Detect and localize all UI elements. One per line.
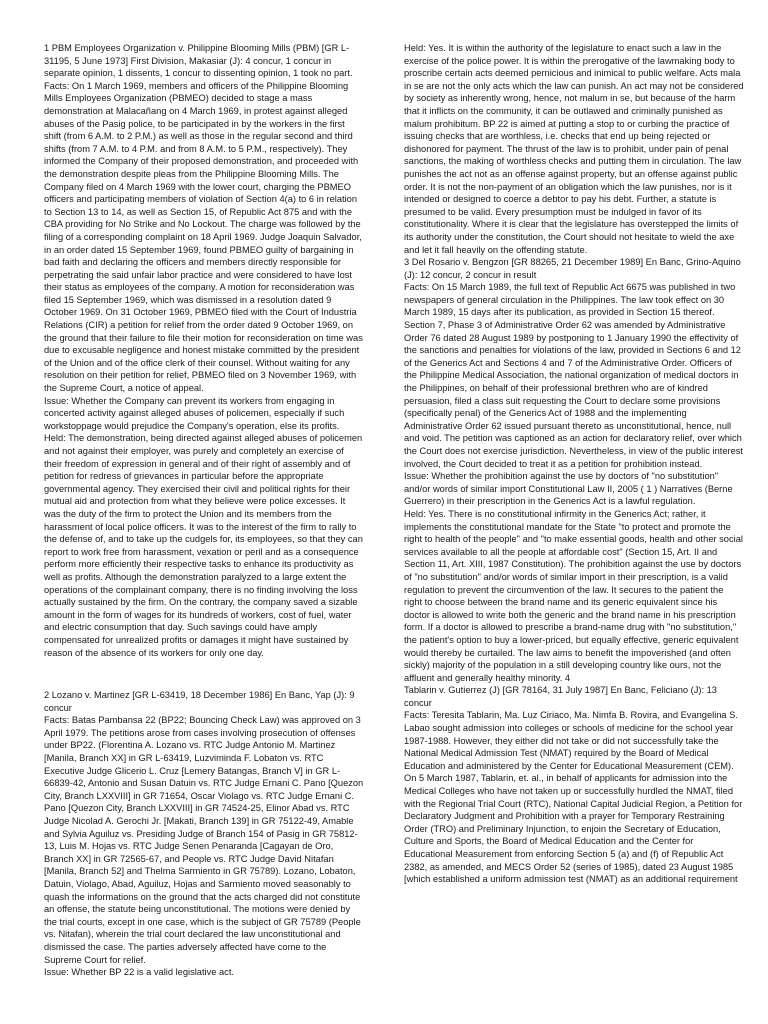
case-2-facts: Facts: Batas Pambansa 22 (BP22; Bouncing Check Law) was approved on 3 April 1979. The petitions arose from cases involving prosecution of offenses under BP22. (Florentina A. Lozano vs. RTC Judge Antonio M. Martinez [Manila, Branch XX] in GR L-63419, Luzviminda F. Lobaton vs. RTC Executive Judge Glicerio L. Cruz [Lemery Batangas, Branch V] in GR L-66839-42, Antonio and Susan Datuin vs. RTC Judge Ernani C. Pano [Quezon City, Branch LXXVIII] in GR 71654, Oscar Violago vs. RTC Judge Ernani C. Pano [Quezon City, Branch LXXVIII] in GR 74524-25, Elinor Abad vs. RTC Judge Nicolad A. Gerochi Jr. [Makati, Branch 139] in GR 75122-49, Amable and Sylvia Aguiluz vs. Presiding Judge of Branch 154 of Pasig in GR 75812-13, Luis M. Hojas vs. RTC Judge Senen Penaranda [Cagayan de Oro, Branch XX] in GR 72565-67, and People vs. RTC Judge David Nitafan [Manila, Branch 52] and Thelma Sarmiento in GR 75789). Lozano, Lobaton, Datuin, Violago, Abad, Aguiluz, Hojas and Sarmiento moved seasonably to quash the informations on the ground that the acts charged did not constitute an offense, the statute being unconstitutional. The motions were denied by the trial courts, except in one case, which is the subject of GR 75789 (People vs. Nitafan), wherein the trial court declared the law unconstitutional and dismissed the case. The parties adversely affected have come to the Supreme Court for relief. <box>44 715 364 965</box>
case-2-heading: 2 Lozano v. Martinez [GR L-63419, 18 December 1986] En Banc, Yap (J): 9 concur <box>44 690 355 713</box>
left-column <box>44 42 364 979</box>
case-4-heading: Tablarin v. Gutierrez (J) [GR 78164, 31 July 1987] En Banc, Feliciano (J): 13 concur <box>404 685 717 708</box>
case-1-heading: 1 PBM Employees Organization v. Philippine Blooming Mills (PBM) [GR L-31195, 5 June 1973] First Division, Makasiar (J): 4 concur, 1 concur in separate opinion, 1 dissents, 1 concur to dissenting opinion, 1 took no part. <box>44 43 353 79</box>
case-4-facts: Facts: Teresita Tablarin, Ma. Luz Ciriaco, Ma. Nimfa B. Rovira, and Evangelina S. Labao sought admission into colleges or schools of medicine for the school year 1987-1988. However, they either did not take or did not successfully take the National Medical Admission Test (NMAT) required by the Board of Medical Education and administered by the Center for Educational Measurement (CEM). On 5 March 1987, Tablarin, et. al., in behalf of applicants for admission into the Medical Colleges who have not taken up or successfully hurdled the NMAT, filed with the Regional Trial Court (RTC), National Capital Judicial Region, a Petition for Declaratory Judgment and Prohibition with a prayer for Temporary Restraining Order (TRO) and Preliminary Injunction, to enjoin the Secretary of Education, Culture and Sports, the Board of Medical Education and the Center for Educational Measurement from enforcing Section 5 (a) and (f) of Republic Act 2382, as amended, and MECS Order 52 (series of 1985), dated 23 August 1985 [which established a uniform admission test (NMAT) as an additional requirement <box>404 710 743 885</box>
case-3-held: Held: Yes. There is no constitutional infirmity in the Generics Act; rather, it implements the constitutional mandate for the State "to protect and promote the right to health of the people" and "to make essential goods, health and other social services available to all the people at affordable cost" (Section 15, Art. II and Section 11, Art. XIII, 1987 Constitution). The prohibition against the use by doctors of "no substitution" and/or words of similar import in their prescription, is a valid regulation to prevent the circumvention of the law. It secures to the patient the right to choose between the brand name and its generic equivalent since his doctor is allowed to write both the generic and the brand name in his prescription form. If a doctor is allowed to prescribe a brand-name drug with "no substitution," the patient's option to buy a lower-priced, but equally effective, generic equivalent would thereby be curtailed. The law aims to benefit the impoverished (and often sickly) majority of the population in a still developing country like ours, not the affluent and generally healthy minority. 4 <box>404 508 743 683</box>
case-2-held: Held: Yes. It is within the authority of the legislature to enact such a law in the exercise of the police power. It is within the prerogative of the lawmaking body to proscribe certain acts deemed pernicious and inimical to public welfare. Acts mala in se are not the only acts which the law can punish. An act may not be considered by society as inherently wrong, hence, not malum in se, but because of the harm that it inflicts on the community, it can be outlawed and criminally punished as malum prohibitum. BP 22 is aimed at putting a stop to or curbing the practice of issuing checks that are worthless, i.e. checks that end up being rejected or dishonored for payment. The thrust of the law is to prohibit, under pain of penal sanctions, the making of worthless checks and putting them in circulation. The law punishes the act not as an offense against property, but an offense against public order. It is not the non-payment of an obligation which the law punishes, nor is it intended or designed to coerce a debtor to pay his debt. Further, a statute is presumed to be valid. Every presumption must be indulged in favor of its constitutionality. Where it is clear that the legislature has overstepped the limits of its authority under the constitution, the Court should not hesitate to wield the axe and let it fall heavily on the offending statute. <box>404 43 744 255</box>
case-3-heading: 3 Del Rosario v. Bengzon [GR 88265, 21 December 1989] En Banc, Grino-Aquino (J): 12 concur, 2 concur in result <box>404 257 741 280</box>
case-1-held: Held: The demonstration, being directed against alleged abuses of policemen and not against their employer, was purely and completely an exercise of their freedom of expression in general and of their right of assembly and of petition for redress of grievances in particular before the appropriate governmental agency. They exercised their civil and political rights for their mutual aid and protection from what they believe were police excesses. It was the duty of the firm to protect the Union and its members from the harassment of local police officers. It was to the interest of the firm to rally to the defense of, and to take up the cudgels for, its employees, so that they can report to work free from harassment, vexation or peril and as a consequence perform more efficiently their respective tasks to enhance its productivity as well as profits. Although the demonstration paralyzed to a large extent the operations of the complainant company, there is no finding involving the loss actually sustained by the firm. On the contrary, the company saved a sizable amount in the form of wages for its hundreds of workers, cost of fuel, water and electric consumption that day. Such savings could have amply compensated for unrealized profits or damages it might have sustained by reason of the absence of its workers for only one day. <box>44 433 363 658</box>
case-2-issue: Issue: Whether BP 22 is a valid legislative act. <box>44 967 234 978</box>
case-3-issue: Issue: Whether the prohibition against the use by doctors of "no substitution" and/or words of similar import Constitutional Law II, 2005 ( 1 ) Narratives (Berne Guerrero) in their prescription in the Generics Act is a lawful regulation. <box>404 471 733 507</box>
case-3-facts: Facts: On 15 March 1989, the full text of Republic Act 6675 was published in two newspapers of general circulation in the Philippines. The law took effect on 30 March 1989, 15 days after its publication, as provided in Section 15 thereof. Section 7, Phase 3 of Administrative Order 62 was amended by Administrative Order 76 dated 28 August 1989 by postponing to 1 January 1990 the effectivity of the sanctions and penalties for violations of the law, provided in Sections 6 and 12 of the Generics Act and Sections 4 and 7 of the Administrative Order. Officers of the Philippine Medical Association, the national organization of medical doctors in the Philippines, on behalf of their professional brethren who are of kindred persuasion, filed a class suit requesting the Court to declare some provisions (specifically penal) of the Generics Act of 1988 and the implementing Administrative Order 62 issued pursuant thereto as unconstitutional, hence, null and void. The petition was captioned as an action for declaratory relief, over which the Court does not exercise jurisdiction. Nevertheless, in view of the public interest involved, the Court decided to treat it as a petition for prohibition instead. <box>404 282 743 469</box>
case-1-facts: Facts: On 1 March 1969, members and officers of the Philippine Blooming Mills Employees Organization (PBMEO) decided to stage a mass demonstration at Malacañang on 4 March 1969, in protest against alleged abuses of the Pasig police, to be participated in by the workers in the first shift (from 6 A.M. to 2 P.M.) as well as those in the regular second and third shifts (from 7 A.M. to 4 P.M. and from 8 A.M. to 5 P.M., respectively). They informed the Company of their proposed demonstration, and proceeded with the demonstration despite pleas from the Philippine Blooming Mills. The Company filed on 4 March 1969 with the lower court, charging the PBMEO officers and participating members of violation of Section 4(a) to 6 in relation to Section 13 to 14, as well as Section 15, of Republic Act 875 and with the CBA providing for No Strike and No Lockout. The charge was followed by the filing of a corresponding complaint on 18 April 1969. Judge Joaquin Salvador, in an order dated 15 September 1969, found PBMEO guilty of bargaining in bad faith and declaring the officers and members directly responsible for perpetrating the said unfair labor practice and were considered to have lost their status as employees of the company. A motion for reconsideration was filed 15 September 1969, which was dismissed in a resolution dated 9 October 1969. On 31 October 1969, PBMEO filed with the Court of Industria Relations (CIR) a petition for relief from the order dated 9 October 1969, on the ground that their failure to file their motion for reconsideration on time was due to excusable negligence and honest mistake committed by the president of the Union and of the office clerk of their counsel. Without waiting for any resolution on their petition for relief, PBMEO filed on 3 November 1969, with the Supreme Court, a notice of appeal. <box>44 80 363 394</box>
right-column <box>404 42 744 886</box>
case-separator <box>44 659 364 689</box>
case-1-issue: Issue: Whether the Company can prevent its workers from engaging in concerted activity against alleged abuses of policemen, especially if such workstoppage would prejudice the Company's operation, else its profits. <box>44 395 345 431</box>
